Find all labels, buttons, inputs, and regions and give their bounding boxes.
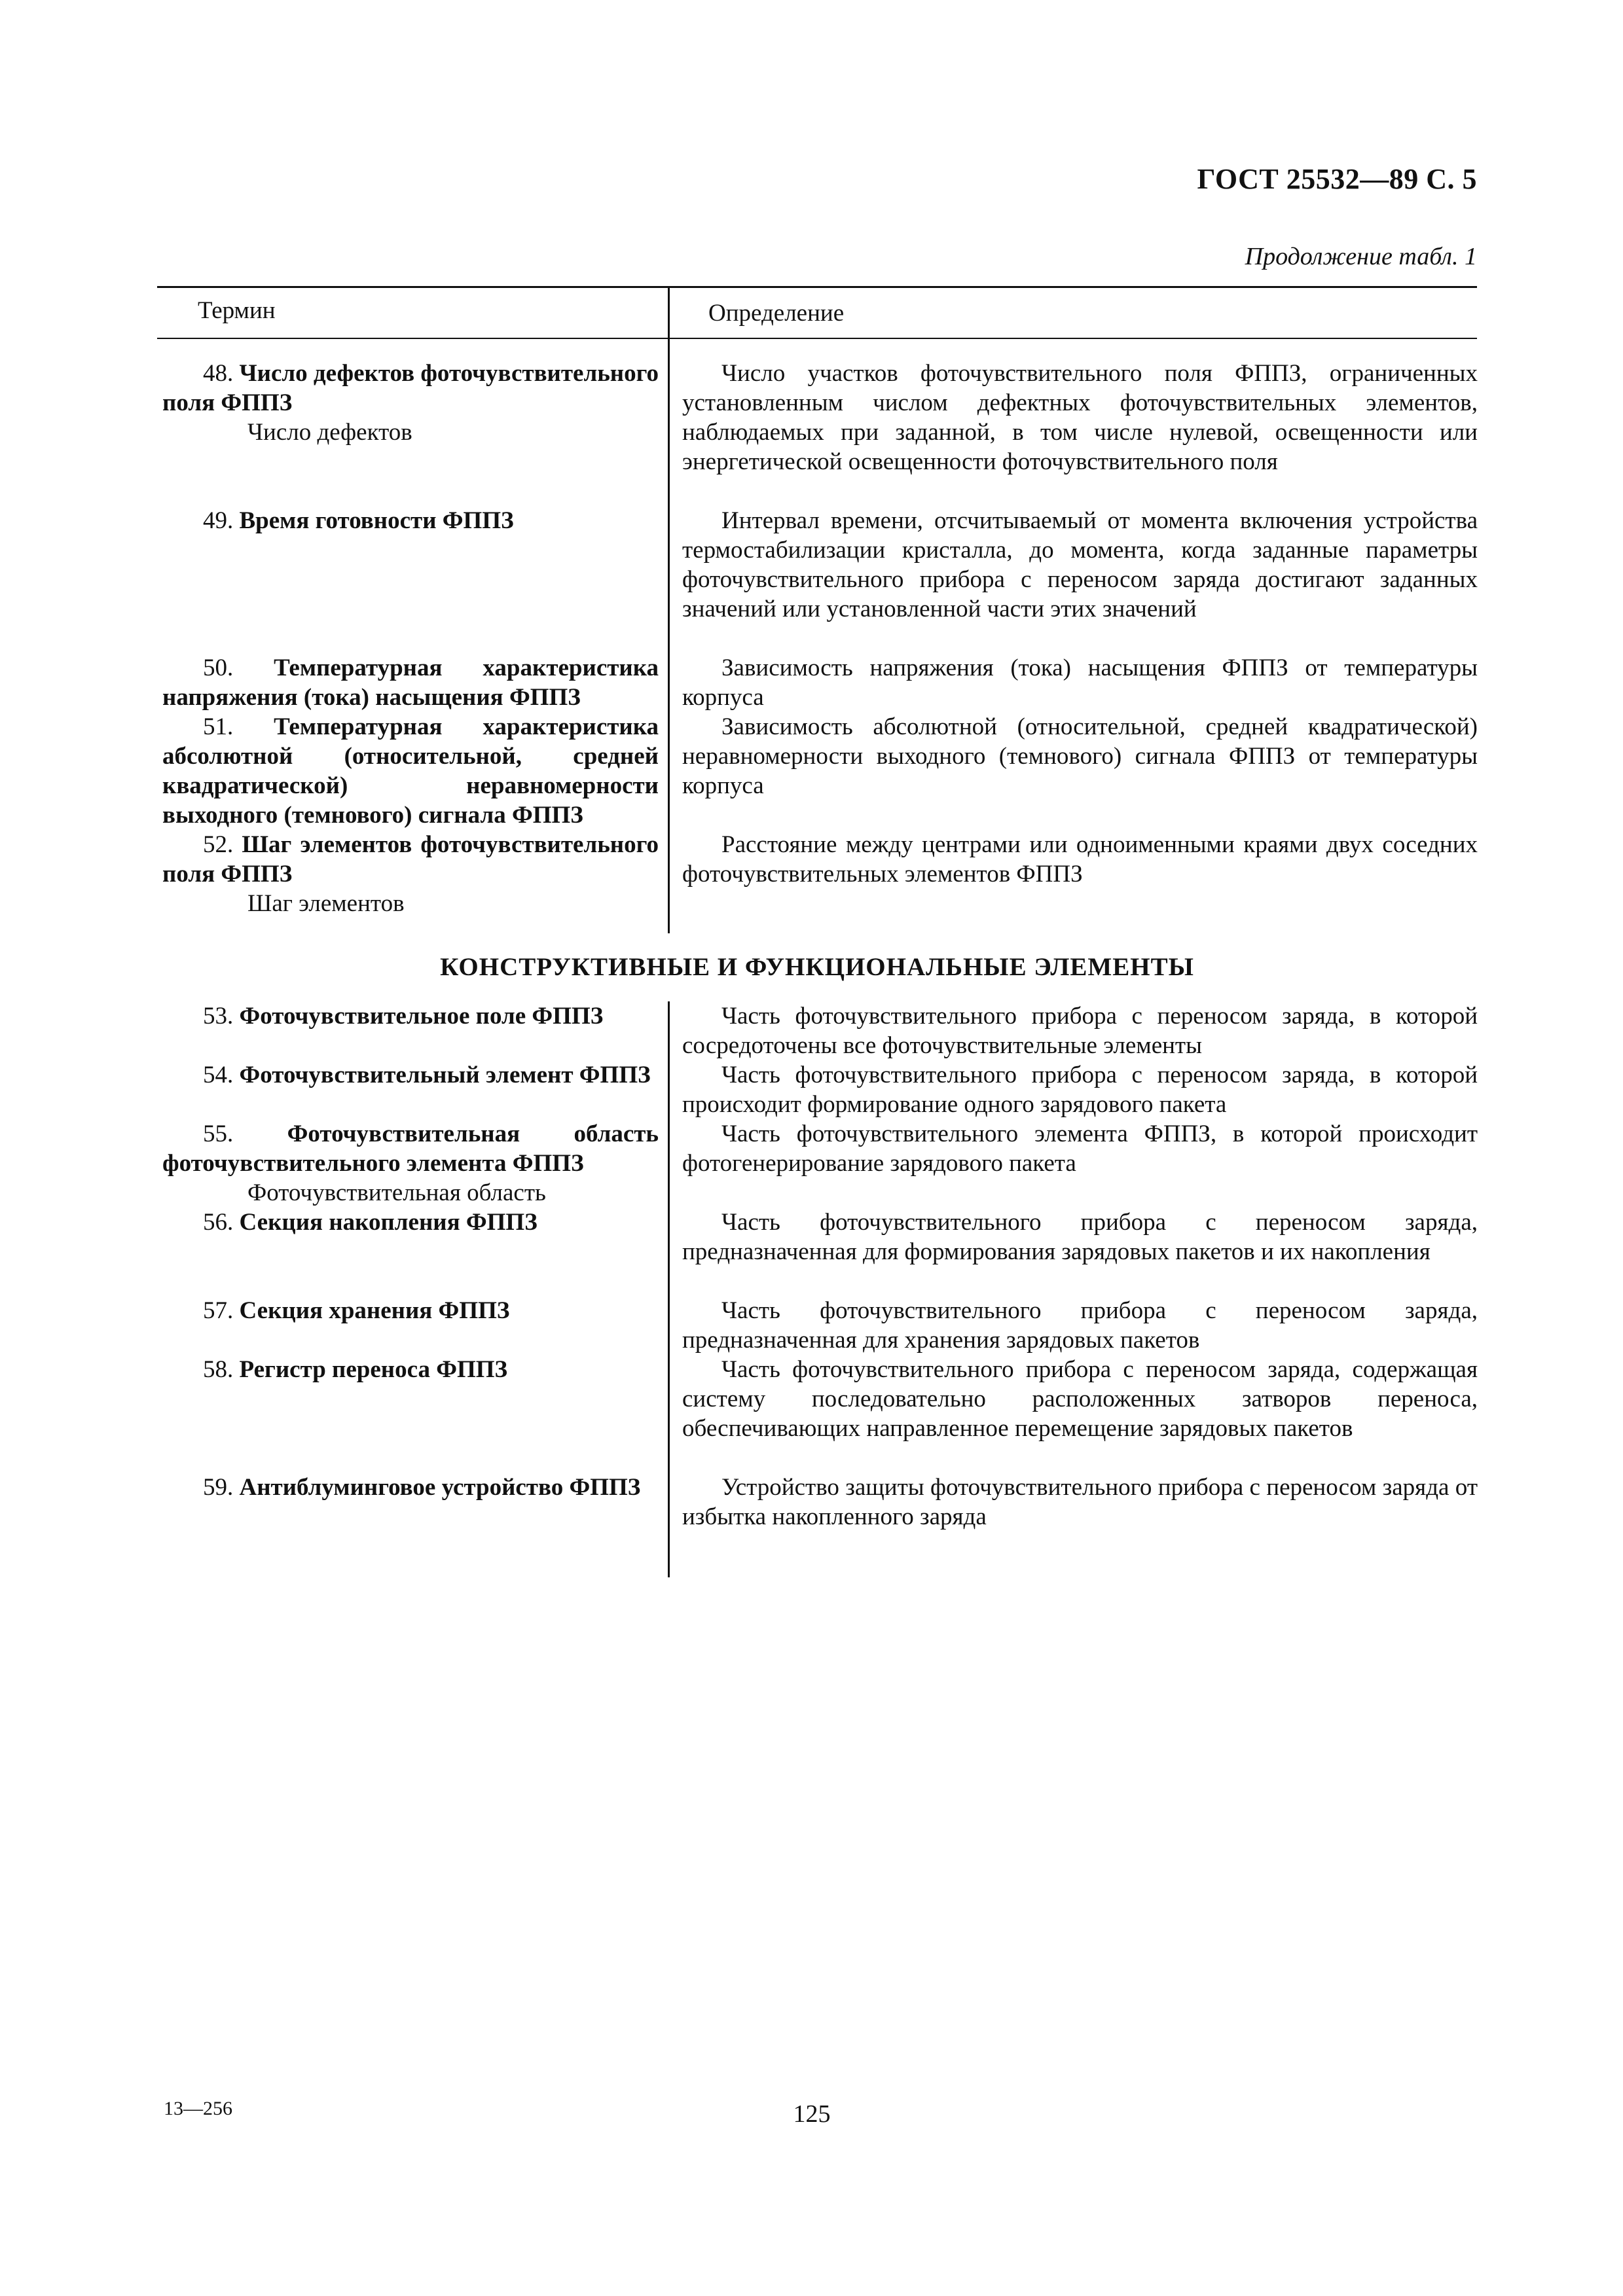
column-divider-b	[668, 1001, 670, 1577]
definition-49: Интервал времени, отсчитываемый от момента включения устройства термостабилизации кристалла, до момента, когда заданные параметры фоточувствительного прибора с переносом заряда достигают заданных значений или установленной части этих значений	[682, 507, 1478, 622]
definition-51: Зависимость абсолютной (относительной, средней квадратической) неравномерности выходного (темнового) сигнала ФППЗ от температуры корпуса	[682, 713, 1478, 799]
term-entry-55	[162, 1119, 659, 1208]
term-text: Фоточувствительное поле ФППЗ	[239, 1003, 604, 1030]
term-entry-52	[162, 830, 659, 918]
term-entry-50	[162, 653, 659, 712]
term-number: 59.	[203, 1474, 240, 1501]
term-number: 54.	[203, 1062, 240, 1088]
term-synonym: Фоточувствительная область	[247, 1179, 546, 1206]
term-text: Шаг элементов фоточувствительного поля ФППЗ	[162, 831, 659, 888]
term-text: Температурная характеристика абсолютной (относительной, средней квадратической) неравномерности выходного (темнового) сигнала ФППЗ	[162, 713, 659, 829]
term-entry-48	[162, 359, 659, 447]
term-entry-59	[162, 1473, 659, 1502]
term-entry-56	[162, 1208, 659, 1237]
definition-48: Число участков фоточувствительного поля ФППЗ, ограниченных установленным числом дефектных фоточувствительных элементов, наблюдаемых при заданной, в том числе нулевой, освещенности или энергетической освещенности фоточувствительного поля	[682, 360, 1478, 475]
term-number: 53.	[203, 1003, 240, 1030]
term-entry-49	[162, 506, 659, 535]
term-number: 56.	[203, 1209, 240, 1236]
term-synonym: Число дефектов	[247, 419, 412, 446]
table-header-rule	[157, 338, 1477, 339]
term-entry-58	[162, 1355, 659, 1384]
footer-code: 13—256	[164, 2098, 232, 2119]
term-entry-57	[162, 1296, 659, 1325]
definition-54: Часть фоточувствительного прибора с переносом заряда, в которой происходит формирование одного зарядового пакета	[682, 1062, 1478, 1118]
term-text: Температурная характеристика напряжения (тока) насыщения ФППЗ	[162, 655, 659, 711]
term-number: 49.	[203, 507, 240, 534]
definition-53: Часть фоточувствительного прибора с переносом заряда, в которой сосредоточены все фоточувствительные элементы	[682, 1003, 1478, 1059]
term-number: 57.	[203, 1297, 240, 1324]
table-top-rule	[157, 286, 1477, 288]
column-header-term: Термин	[198, 297, 276, 324]
term-entry-51	[162, 712, 659, 830]
term-text: Секция накопления ФППЗ	[239, 1209, 538, 1236]
term-number: 58.	[203, 1356, 240, 1383]
term-entry-53	[162, 1001, 659, 1031]
term-text: Антиблуминговое устройство ФППЗ	[239, 1474, 641, 1501]
term-text: Регистр переноса ФППЗ	[239, 1356, 508, 1383]
page-number: 125	[793, 2100, 831, 2128]
term-text: Секция хранения ФППЗ	[239, 1297, 510, 1324]
column-divider-a	[668, 338, 670, 933]
definition-57: Часть фоточувствительного прибора с переносом заряда, предназначенная для хранения зарядовых пакетов	[682, 1297, 1478, 1354]
term-text: Фоточувствительный элемент ФППЗ	[239, 1062, 651, 1088]
definition-52: Расстояние между центрами или одноименными краями двух соседних фоточувствительных элементов ФППЗ	[682, 831, 1478, 888]
term-number: 48.	[203, 360, 240, 387]
column-header-definition: Определение	[708, 300, 845, 327]
definition-50: Зависимость напряжения (тока) насыщения ФППЗ от температуры корпуса	[682, 655, 1478, 711]
term-number: 55.	[203, 1121, 287, 1147]
term-entry-54	[162, 1060, 659, 1090]
definition-56: Часть фоточувствительного прибора с переносом заряда, предназначенная для формирования зарядовых пакетов и их накопления	[682, 1209, 1478, 1265]
term-number: 50.	[203, 655, 274, 681]
page-header: ГОСТ 25532—89 С. 5	[1197, 163, 1477, 195]
term-number: 51.	[203, 713, 274, 740]
term-text: Число дефектов фоточувствительного поля ФППЗ	[162, 360, 659, 416]
definition-59: Устройство защиты фоточувствительного прибора с переносом заряда от избытка накопленного заряда	[682, 1474, 1478, 1530]
definition-58: Часть фоточувствительного прибора с переносом заряда, содержащая систему последовательно расположенных затворов переноса, обеспечивающих направленное перемещение зарядовых пакетов	[682, 1356, 1478, 1442]
section-title: КОНСТРУКТИВНЫЕ И ФУНКЦИОНАЛЬНЫЕ ЭЛЕМЕНТЫ	[440, 953, 1194, 981]
term-synonym: Шаг элементов	[247, 890, 405, 917]
term-number: 52.	[203, 831, 242, 858]
table-continuation-note: Продолжение табл. 1	[1245, 243, 1477, 270]
term-text: Время готовности ФППЗ	[239, 507, 514, 534]
column-divider-header	[668, 286, 670, 338]
definition-55: Часть фоточувствительного элемента ФППЗ, в которой происходит фотогенерирование зарядового пакета	[682, 1121, 1478, 1177]
term-text: Фоточувствительная область фоточувствительного элемента ФППЗ	[162, 1121, 659, 1177]
